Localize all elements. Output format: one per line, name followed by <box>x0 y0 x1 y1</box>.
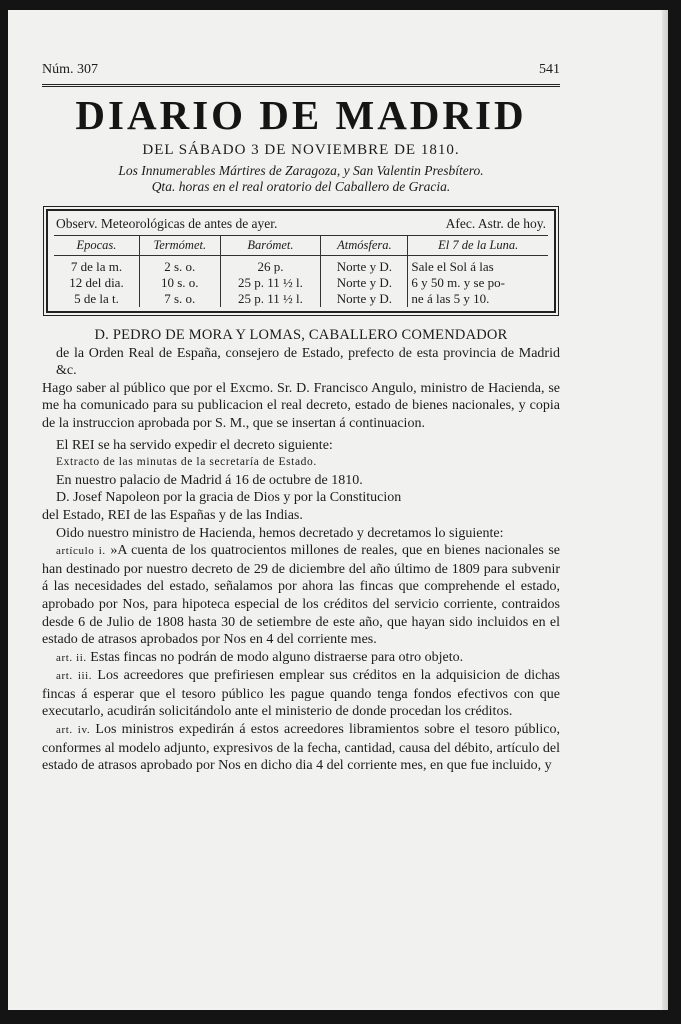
article-body <box>42 327 560 775</box>
meteo-title-left: Observ. Meteorológicas de antes de ayer. <box>56 216 278 231</box>
article-text: Los ministros expedirán á estos acreedores libramientos sobre el tesoro público, conformes al modelo adjunto, expresivos de la fecha, cantidad, causa del débito, artículo del estado de atrasos aprobado por Nos en dicho dia 4 del corriente mes, en que fue incluido, y <box>42 722 560 774</box>
meteo-title-row <box>54 215 548 236</box>
article-text: Los acreedores que prefiriesen emplear sus créditos en la adquisicion de dichas fincas á esperar que el tesoro público les pague quando tenga fondos efectivos con que executarlo, acudirán solicitándolo ante el ministerio de donde procedan los créditos. <box>42 668 560 720</box>
cell-termo: 7 s. o. <box>139 291 220 307</box>
cell-epoca: 12 del dia. <box>54 275 139 291</box>
paragraph: Hago saber al público que por el Excmo. Sr. D. Francisco Angulo, ministro de Hacienda, se me ha comunicado para su publicacion el real decreto, estado de bienes nacionales, y copia de la instruccion aprobada por S. M., que se insertan á continuacion. <box>42 380 560 431</box>
col-barometro: Barómet. <box>220 236 321 256</box>
dateline: DEL SÁBADO 3 DE NOVIEMBRE DE 1810. <box>142 142 460 158</box>
masthead-title: DIARIO DE MADRID <box>75 92 527 138</box>
article-text: »A cuenta de los quatrocientos millones de reales, que en bienes nacionales se han destinado por nuestro decreto de 29 de diciembre del año último de 1809 para subvenir á las necesidades del estado, señalamos por ahora las fincas que comprehende el estado, aprobado por Nos, para hipoteca especial de los créditos del servicio corriente, contraidos desde 6 de Julio de 1808 hasta 30 de setiembre de este año, que hayan sido incluidos en el estado de atrasos aprobados por Nos en 4 del corriente mes. <box>42 543 560 648</box>
article-2 <box>42 649 560 668</box>
cell-atmos: Norte y D. <box>321 256 408 276</box>
article-text: Estas fincas no podrán de modo alguno distraerse para otro objeto. <box>90 649 464 665</box>
cell-luna: Sale el Sol á las <box>411 259 494 274</box>
cell-atmos: Norte y D. <box>321 291 408 307</box>
decree-heading-cont: del Estado, REI de las Españas y de las Indias. <box>42 507 303 523</box>
meteo-title-right: Afec. Astr. de hoy. <box>445 216 546 231</box>
col-epocas: Epocas. <box>54 236 139 256</box>
extract-heading: Extracto de las minutas de la secretaría de Estado. <box>56 456 317 469</box>
paragraph: En nuestro palacio de Madrid á 16 de octubre de 1810. <box>56 472 363 488</box>
paragraph: El REI se ha servido expedir el decreto siguiente: <box>56 437 333 453</box>
cell-epoca: 7 de la m. <box>54 256 139 276</box>
cell-atmos: Norte y D. <box>321 275 408 291</box>
meteo-header-row <box>54 236 548 256</box>
saints-line-2: Qta. horas en el real oratorio del Caballero de Gracia. <box>151 179 451 194</box>
article-label: art. iv. <box>56 724 91 737</box>
page-number: 541 <box>539 62 560 77</box>
double-rule <box>42 84 560 87</box>
article-label: artículo i. <box>56 545 106 558</box>
cell-termo: 2 s. o. <box>139 256 220 276</box>
cell-baro: 25 p. 11 ½ l. <box>220 275 321 291</box>
table-row <box>54 291 548 307</box>
article-label: art. iii. <box>56 670 93 683</box>
decree-heading <box>42 489 560 507</box>
saints-line-1: Los Innumerables Mártires de Zaragoza, y San Valentin Presbítero. <box>118 163 484 178</box>
article-heading: D. PEDRO DE MORA Y LOMAS, CABALLERO COMENDADOR <box>94 327 508 343</box>
cell-epoca: 5 de la t. <box>54 291 139 307</box>
paragraph: Oido nuestro ministro de Hacienda, hemos decretado y decretamos lo siguiente: <box>56 525 504 541</box>
table-row <box>54 256 548 276</box>
meteo-grid <box>54 236 548 307</box>
cell-luna: 6 y 50 m. y se po- <box>411 275 505 290</box>
col-luna: El 7 de la Luna. <box>408 236 548 256</box>
article-3 <box>42 667 560 721</box>
decree-heading-lead: D. Josef Napoleon por la gracia de Dios y por la Constitucion <box>56 490 402 506</box>
cell-luna: ne á las 5 y 10. <box>411 291 490 306</box>
meteorological-table <box>46 209 556 313</box>
col-atmosfera: Atmósfera. <box>321 236 408 256</box>
article-1 <box>42 542 560 649</box>
page-content <box>42 62 560 775</box>
folio-line <box>42 62 560 78</box>
article-4 <box>42 721 560 775</box>
heading-continuation: de la Orden Real de España, consejero de Estado, prefecto de esta provincia de Madrid &c. <box>56 345 560 379</box>
newspaper-page <box>8 10 668 1010</box>
table-row <box>54 275 548 291</box>
issue-number: Núm. 307 <box>42 62 98 77</box>
cell-termo: 10 s. o. <box>139 275 220 291</box>
article-label: art. ii. <box>56 651 87 664</box>
cell-baro: 26 p. <box>220 256 321 276</box>
cell-baro: 25 p. 11 ½ l. <box>220 291 321 307</box>
col-termometro: Termómet. <box>139 236 220 256</box>
